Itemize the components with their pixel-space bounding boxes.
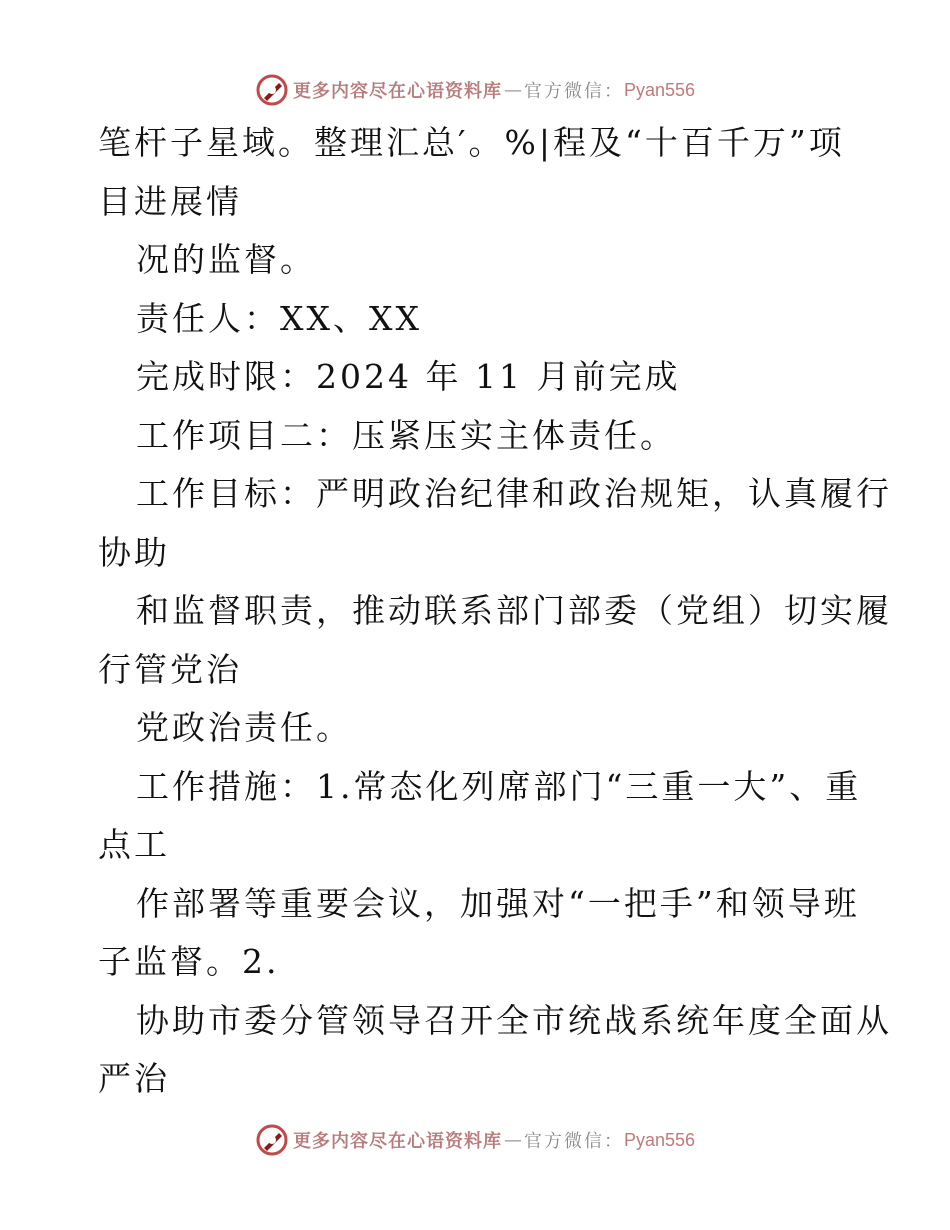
text-line: 点工 — [98, 825, 170, 864]
watermark-wechat-id: Pyan556 — [623, 79, 696, 100]
text-line: 笔杆子星域。整理汇总′。%|程及“十百千万”项 — [98, 123, 845, 162]
text-line: 完成时限：2024 年 11 月前完成 — [136, 357, 681, 396]
text-line: 协助市委分管领导召开全市统战系统年度全面从 — [136, 1000, 892, 1040]
text-line: 协助 — [98, 532, 170, 572]
pen-logo-icon — [255, 1123, 289, 1157]
watermark-wechat-id: Pyan556 — [623, 1129, 696, 1150]
watermark-dash: — — [503, 79, 522, 101]
text-line: 目进展情 — [98, 181, 242, 221]
watermark-main-text: 更多内容尽在心语资料库 — [292, 81, 502, 102]
watermark-main-text: 更多内容尽在心语资料库 — [292, 1131, 502, 1152]
pen-logo-icon — [255, 73, 289, 107]
watermark-dash: — — [503, 1129, 522, 1151]
watermark-footer — [0, 1120, 950, 1160]
text-line: 工作措施：1.常态化列席部门“三重一大”、重 — [136, 766, 862, 806]
text-line: 作部署等重要会议，加强对“一把手”和领导班 — [136, 883, 860, 923]
text-line: 党政治责任。 — [136, 708, 352, 747]
text-line: 行管党治 — [98, 649, 242, 689]
text-line: 责任人：XX、XX — [136, 298, 422, 338]
document-body — [98, 114, 892, 1109]
text-line: 工作项目二：压紧压实主体责任。 — [136, 415, 676, 455]
text-line: 和监督职责，推动联系部门部委（党组）切实履 — [136, 591, 892, 630]
watermark-sub-text: 官方微信： — [523, 1131, 624, 1152]
text-line: 子监督。2. — [98, 942, 280, 981]
text-line: 严治 — [98, 1059, 170, 1098]
watermark-sub-text: 官方微信： — [523, 81, 624, 102]
text-line: 工作目标：严明政治纪律和政治规矩，认真履行 — [136, 474, 892, 513]
text-line: 况的监督。 — [136, 240, 316, 279]
watermark-header — [0, 70, 950, 110]
